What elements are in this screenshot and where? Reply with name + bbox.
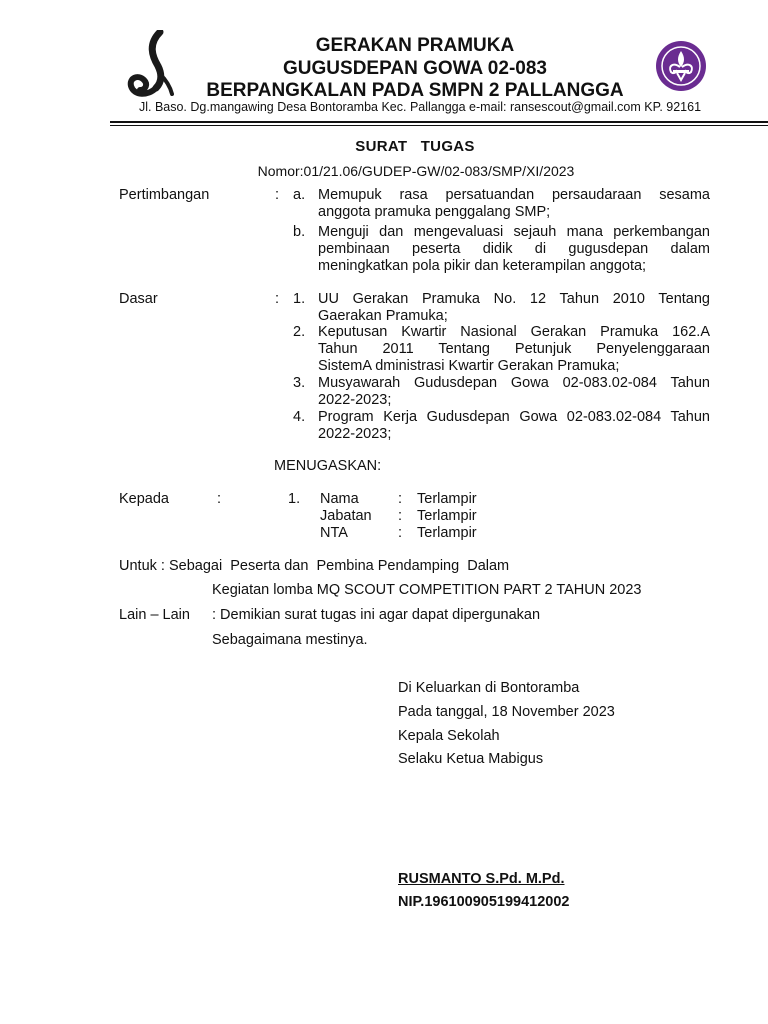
- signer-role: Selaku Ketua Mabigus: [398, 751, 544, 767]
- menugaskan-heading: MENUGASKAN:: [274, 458, 382, 474]
- signer-position: Kepala Sekolah: [398, 728, 500, 744]
- dasar-line: SistemA dministrasi Kwartir Gerakan Pramuka;: [318, 358, 620, 374]
- signer-name: RUSMANTO S.Pd. M.Pd.: [398, 871, 565, 887]
- pertimbangan-line: pembinaan peserta didik di gugusdepan dalam: [318, 241, 710, 257]
- lain-line: Sebagaimana mestinya.: [212, 632, 368, 648]
- pertimbangan-line: meningkatkan pola pikir dan keterampilan anggota;: [318, 258, 647, 274]
- dasar-marker: 1.: [293, 291, 306, 307]
- dasar-label: Dasar: [119, 291, 158, 307]
- dasar-marker: 4.: [293, 409, 306, 425]
- field-value: Terlampir: [417, 508, 477, 524]
- issued-date: Pada tanggal, 18 November 2023: [398, 704, 615, 720]
- signer-nip: NIP.196100905199412002: [398, 894, 570, 910]
- pertimbangan-line: Menguji dan mengevaluasi sejauh mana perkembangan: [318, 224, 710, 240]
- header-divider-thin: [110, 125, 768, 126]
- document-number: Nomor:01/21.06/GUDEP-GW/02-083/SMP/XI/2023: [257, 163, 575, 179]
- dasar-line: Program Kerja Gudusdepan Gowa 02-083.02-084 Tahun: [318, 409, 710, 425]
- pertimbangan-line: Memupuk rasa persatuandan persaudaraan sesama: [318, 187, 710, 203]
- pertimbangan-marker: b.: [293, 224, 306, 240]
- dasar-line: 2022-2023;: [318, 392, 392, 408]
- field-value: Terlampir: [417, 491, 477, 507]
- field-name: Jabatan: [320, 508, 372, 524]
- dasar-line: Keputusan Kwartir Nasional Gerakan Pramuka 162.A: [318, 324, 710, 340]
- school-base: BERPANGKALAN PADA SMPN 2 PALLANGGA: [206, 80, 624, 101]
- issued-place: Di Keluarkan di Bontoramba: [398, 680, 580, 696]
- kepada-label: Kepada: [119, 491, 169, 507]
- dasar-marker: 3.: [293, 375, 306, 391]
- dasar-line: 2022-2023;: [318, 426, 392, 442]
- gugusdepan-name: GUGUSDEPAN GOWA 02-083: [283, 58, 547, 79]
- dasar-line: UU Gerakan Pramuka No. 12 Tahun 2010 Tentang: [318, 291, 710, 307]
- dasar-marker: 2.: [293, 324, 306, 340]
- pertimbangan-colon: :: [275, 187, 280, 203]
- field-value: Terlampir: [417, 525, 477, 541]
- field-colon: :: [398, 508, 403, 524]
- dasar-line: Gaerakan Pramuka;: [318, 308, 448, 324]
- field-colon: :: [398, 525, 403, 541]
- field-name: Nama: [320, 491, 359, 507]
- dasar-colon: :: [275, 291, 280, 307]
- pertimbangan-marker: a.: [293, 187, 306, 203]
- kepada-number: 1.: [288, 491, 301, 507]
- dasar-line: Tahun 2011 Tentang Petunjuk Penyelenggaraan: [318, 341, 710, 357]
- kepada-colon: :: [217, 491, 222, 507]
- pertimbangan-line: anggota pramuka penggalang SMP;: [318, 204, 551, 220]
- untuk-line: Kegiatan lomba MQ SCOUT COMPETITION PART 2 TAHUN 2023: [212, 582, 642, 598]
- pertimbangan-label: Pertimbangan: [119, 187, 210, 203]
- untuk-line: Untuk : Sebagai Peserta dan Pembina Pendamping Dalam: [119, 558, 510, 574]
- document-title: SURAT TUGAS: [355, 138, 475, 155]
- header-divider-thick: [110, 121, 768, 123]
- org-name: GERAKAN PRAMUKA: [315, 35, 515, 56]
- dasar-line: Musyawarah Gudusdepan Gowa 02-083.02-084 Tahun: [318, 375, 710, 391]
- field-colon: :: [398, 491, 403, 507]
- address-line: Jl. Baso. Dg.mangawing Desa Bontoramba Kec. Pallangga e-mail: ransescout@gmail.com KP. 92161: [138, 100, 702, 114]
- field-name: NTA: [320, 525, 348, 541]
- lain-line: : Demikian surat tugas ini agar dapat dipergunakan: [212, 607, 541, 623]
- lain-label: Lain – Lain: [119, 607, 190, 623]
